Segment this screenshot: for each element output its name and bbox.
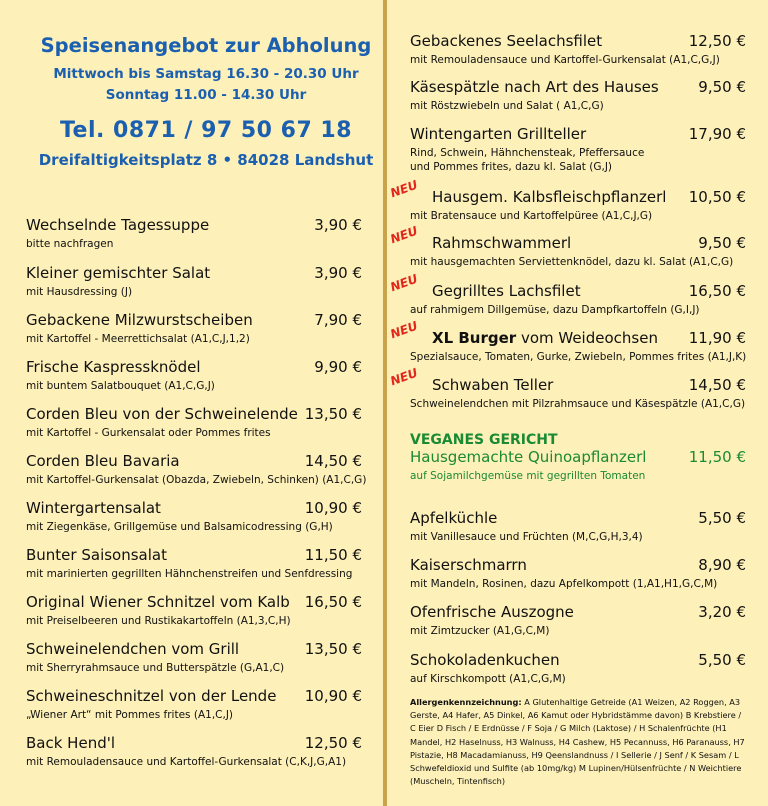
page-title: Speisenangebot zur Abholung — [40, 34, 372, 57]
item-price: 10,50 € — [688, 188, 746, 206]
menu-item — [410, 78, 746, 113]
menu-item — [388, 365, 746, 411]
item-description: auf Sojamilchgemüse mit gegrillten Tomaten — [410, 470, 646, 482]
menu-item — [26, 734, 362, 769]
item-description: bitte nachfragen — [26, 238, 114, 250]
item-name: Corden Bleu von der Schweinelende — [26, 405, 298, 423]
item-name: Hausgemachte Quinoapflanzerl — [410, 448, 647, 466]
menu-item — [26, 546, 362, 581]
item-description: mit Kartoffel - Gurkensalat oder Pommes frites — [26, 427, 271, 439]
item-price: 11,50 € — [304, 546, 362, 564]
item-name: Kleiner gemischter Salat — [26, 264, 211, 282]
allergen-legend — [410, 696, 746, 788]
item-price: 3,90 € — [314, 216, 362, 234]
menu-item — [26, 452, 367, 487]
item-description: mit Röstzwiebeln und Salat ( A1,C,G) — [410, 100, 604, 112]
item-description: mit Remouladensauce und Kartoffel-Gurkensalat (A1,C,G,J) — [410, 54, 720, 66]
item-description: Schweinelendchen mit Pilzrahmsauce und Käsespätzle (A1,C,G) — [410, 398, 746, 410]
item-price: 16,50 € — [304, 593, 362, 611]
item-price: 8,90 € — [698, 556, 746, 574]
item-price: 9,50 € — [698, 78, 746, 96]
opening-hours-sunday: Sonntag 11.00 - 14.30 Uhr — [105, 87, 307, 103]
item-description: mit Hausdressing (J) — [26, 286, 133, 298]
item-price: 16,50 € — [688, 282, 746, 300]
item-price: 3,90 € — [314, 264, 362, 282]
address: Dreifaltigkeitsplatz 8 • 84028 Landshut — [38, 151, 374, 169]
item-price: 3,20 € — [698, 603, 746, 621]
item-price: 12,50 € — [304, 734, 362, 752]
item-description-line2: und Pommes frites, dazu kl. Salat (G,J) — [410, 161, 613, 173]
item-name: Schweinelendchen vom Grill — [26, 640, 240, 658]
menu-item — [410, 509, 746, 544]
menu-item — [26, 358, 362, 393]
item-name: Wintengarten Grillteller — [410, 125, 587, 143]
item-name: Bunter Saisonsalat — [26, 546, 167, 564]
item-name: Original Wiener Schnitzel vom Kalb — [26, 593, 290, 611]
allergen-label: Allergenkennzeichnung: — [410, 697, 522, 707]
item-price: 11,50 € — [688, 448, 746, 466]
item-name: Back Hend'l — [26, 734, 116, 752]
menu-item — [26, 405, 362, 440]
new-badge: NEU — [388, 365, 420, 389]
menu-item — [410, 125, 746, 174]
item-name: Kaiserschmarrn — [410, 556, 527, 574]
header — [26, 34, 386, 169]
item-description: mit Mandeln, Rosinen, dazu Apfelkompott (1,A1,H1,G,C,M) — [410, 578, 718, 590]
item-name: Schwaben Teller — [432, 376, 554, 394]
new-badge: NEU — [388, 271, 420, 295]
item-name-rest: vom Weideochsen — [516, 329, 658, 347]
phone-number: Tel. 0871 / 97 50 67 18 — [59, 118, 353, 143]
item-name: Ofenfrische Auszogne — [410, 603, 574, 621]
item-price: 13,50 € — [304, 405, 362, 423]
item-price: 17,90 € — [688, 125, 746, 143]
item-name: Gebackenes Seelachsfilet — [410, 32, 603, 50]
menu-item — [410, 32, 746, 67]
item-name: Rahmschwammerl — [432, 234, 572, 252]
item-description: mit Vanillesauce und Früchten (M,C,G,H,3,4) — [410, 531, 643, 543]
item-price: 10,90 € — [304, 499, 362, 517]
new-badge: NEU — [388, 223, 420, 247]
item-description: auf rahmigem Dillgemüse, dazu Dampfkartoffeln (G,I,J) — [410, 304, 700, 316]
menu-item — [26, 264, 362, 299]
item-price: 9,50 € — [698, 234, 746, 252]
item-description: auf Kirschkompott (A1,C,G,M) — [410, 673, 566, 685]
item-description: mit Ziegenkäse, Grillgemüse und Balsamicodressing (G,H) — [26, 521, 333, 533]
menu-item — [26, 216, 362, 251]
item-description: mit Kartoffel - Meerrettichsalat (A1,C,J,1,2) — [26, 333, 250, 345]
new-badge: NEU — [388, 318, 420, 342]
item-name: Wechselnde Tagessuppe — [26, 216, 210, 234]
item-name: Schokoladenkuchen — [410, 651, 560, 669]
item-name: Käsespätzle nach Art des Hauses — [410, 78, 659, 96]
menu-item — [26, 499, 362, 534]
menu-item — [388, 223, 746, 269]
item-price: 10,90 € — [304, 687, 362, 705]
left-column — [26, 0, 374, 768]
item-price: 14,50 € — [304, 452, 362, 470]
menu-item — [26, 593, 362, 628]
item-price: 14,50 € — [688, 376, 746, 394]
item-description: „Wiener Art“ mit Pommes frites (A1,C,J) — [26, 709, 234, 721]
item-price: 9,90 € — [314, 358, 362, 376]
menu-item — [26, 640, 362, 675]
item-description: Rind, Schwein, Hähnchensteak, Pfeffersauce — [410, 147, 645, 159]
item-name: Gegrilltes Lachsfilet — [432, 282, 581, 300]
menu-item — [388, 271, 746, 317]
item-name: Gebackene Milzwurstscheiben — [26, 311, 253, 329]
item-name: Wintergartensalat — [26, 499, 161, 517]
item-name: Apfelküchle — [410, 509, 498, 527]
item-description: mit Bratensauce und Kartoffelpüree (A1,C,J,G) — [410, 210, 653, 222]
item-price: 5,50 € — [698, 509, 746, 527]
item-name: Hausgem. Kalbsfleischpflanzerl — [432, 188, 667, 206]
item-name — [410, 329, 658, 347]
item-name: Schweineschnitzel von der Lende — [26, 687, 277, 705]
item-price: 7,90 € — [314, 311, 362, 329]
item-name: Corden Bleu Bavaria — [26, 452, 180, 470]
menu-item — [410, 556, 746, 591]
item-description: mit hausgemachten Serviettenknödel, dazu kl. Salat (A1,C,G) — [410, 256, 734, 268]
item-description: mit buntem Salatbouquet (A1,C,G,J) — [26, 380, 215, 392]
item-name-bold: XL Burger — [432, 329, 517, 347]
item-description: Spezialsauce, Tomaten, Gurke, Zwiebeln, Pommes frites (A1,J,K) — [410, 351, 747, 363]
menu-item — [410, 651, 746, 686]
item-name: Frische Kaspressknödel — [26, 358, 201, 376]
item-description: mit Sherryrahmsauce und Butterspätzle (G,A1,C) — [26, 662, 285, 674]
menu-item — [26, 311, 362, 346]
vegan-section — [410, 432, 746, 483]
item-description: mit marinierten gegrillten Hähnchenstreifen und Senfdressing — [26, 568, 353, 580]
item-price: 13,50 € — [304, 640, 362, 658]
item-description: mit Remouladensauce und Kartoffel-Gurkensalat (C,K,J,G,A1) — [26, 756, 347, 768]
item-price: 5,50 € — [698, 651, 746, 669]
allergen-text: A Glutenhaltige Getreide (A1 Weizen, A2 Roggen, A3 Gerste, A4 Hafer, A5 Dinkel, A6 Kamut oder Hybridstämme davon) B Krebstiere / C Eier D Fisch / E Erdnüsse / F Soja / G Milch (Laktose) / H Schalenfrüchte (H1 Mandel, H2 Haselnuss, H3 Walnuss, H4 Cashew, H5 Pecannuss, H6 Paranauss, H7 Pistazie, H8 Macadamianuss, H9 Qeenslandnuss / I Sellerie / J Senf / K Sesam / L Schwefeldioxid und Sulfite (ab 10mg/kg) M Lupinen/Hülsenfrüchte / N Weichtiere (Muscheln, Tintenfisch) — [410, 697, 745, 787]
menu-item — [26, 687, 362, 722]
vegan-label: VEGANES GERICHT — [410, 432, 558, 448]
menu-item — [410, 603, 746, 638]
item-price: 12,50 € — [688, 32, 746, 50]
item-description: mit Preiselbeeren und Rustikakartoffeln (A1,3,C,H) — [26, 615, 291, 627]
opening-hours-weekdays: Mittwoch bis Samstag 16.30 - 20.30 Uhr — [53, 66, 359, 82]
item-description: mit Zimtzucker (A1,G,C,M) — [410, 625, 550, 637]
item-description: mit Kartoffel-Gurkensalat (Obazda, Zwiebeln, Schinken) (A1,C,G) — [26, 474, 367, 486]
item-price: 11,90 € — [688, 329, 746, 347]
new-badge: NEU — [388, 177, 420, 201]
menu-item — [388, 318, 747, 364]
menu-item — [388, 177, 746, 223]
